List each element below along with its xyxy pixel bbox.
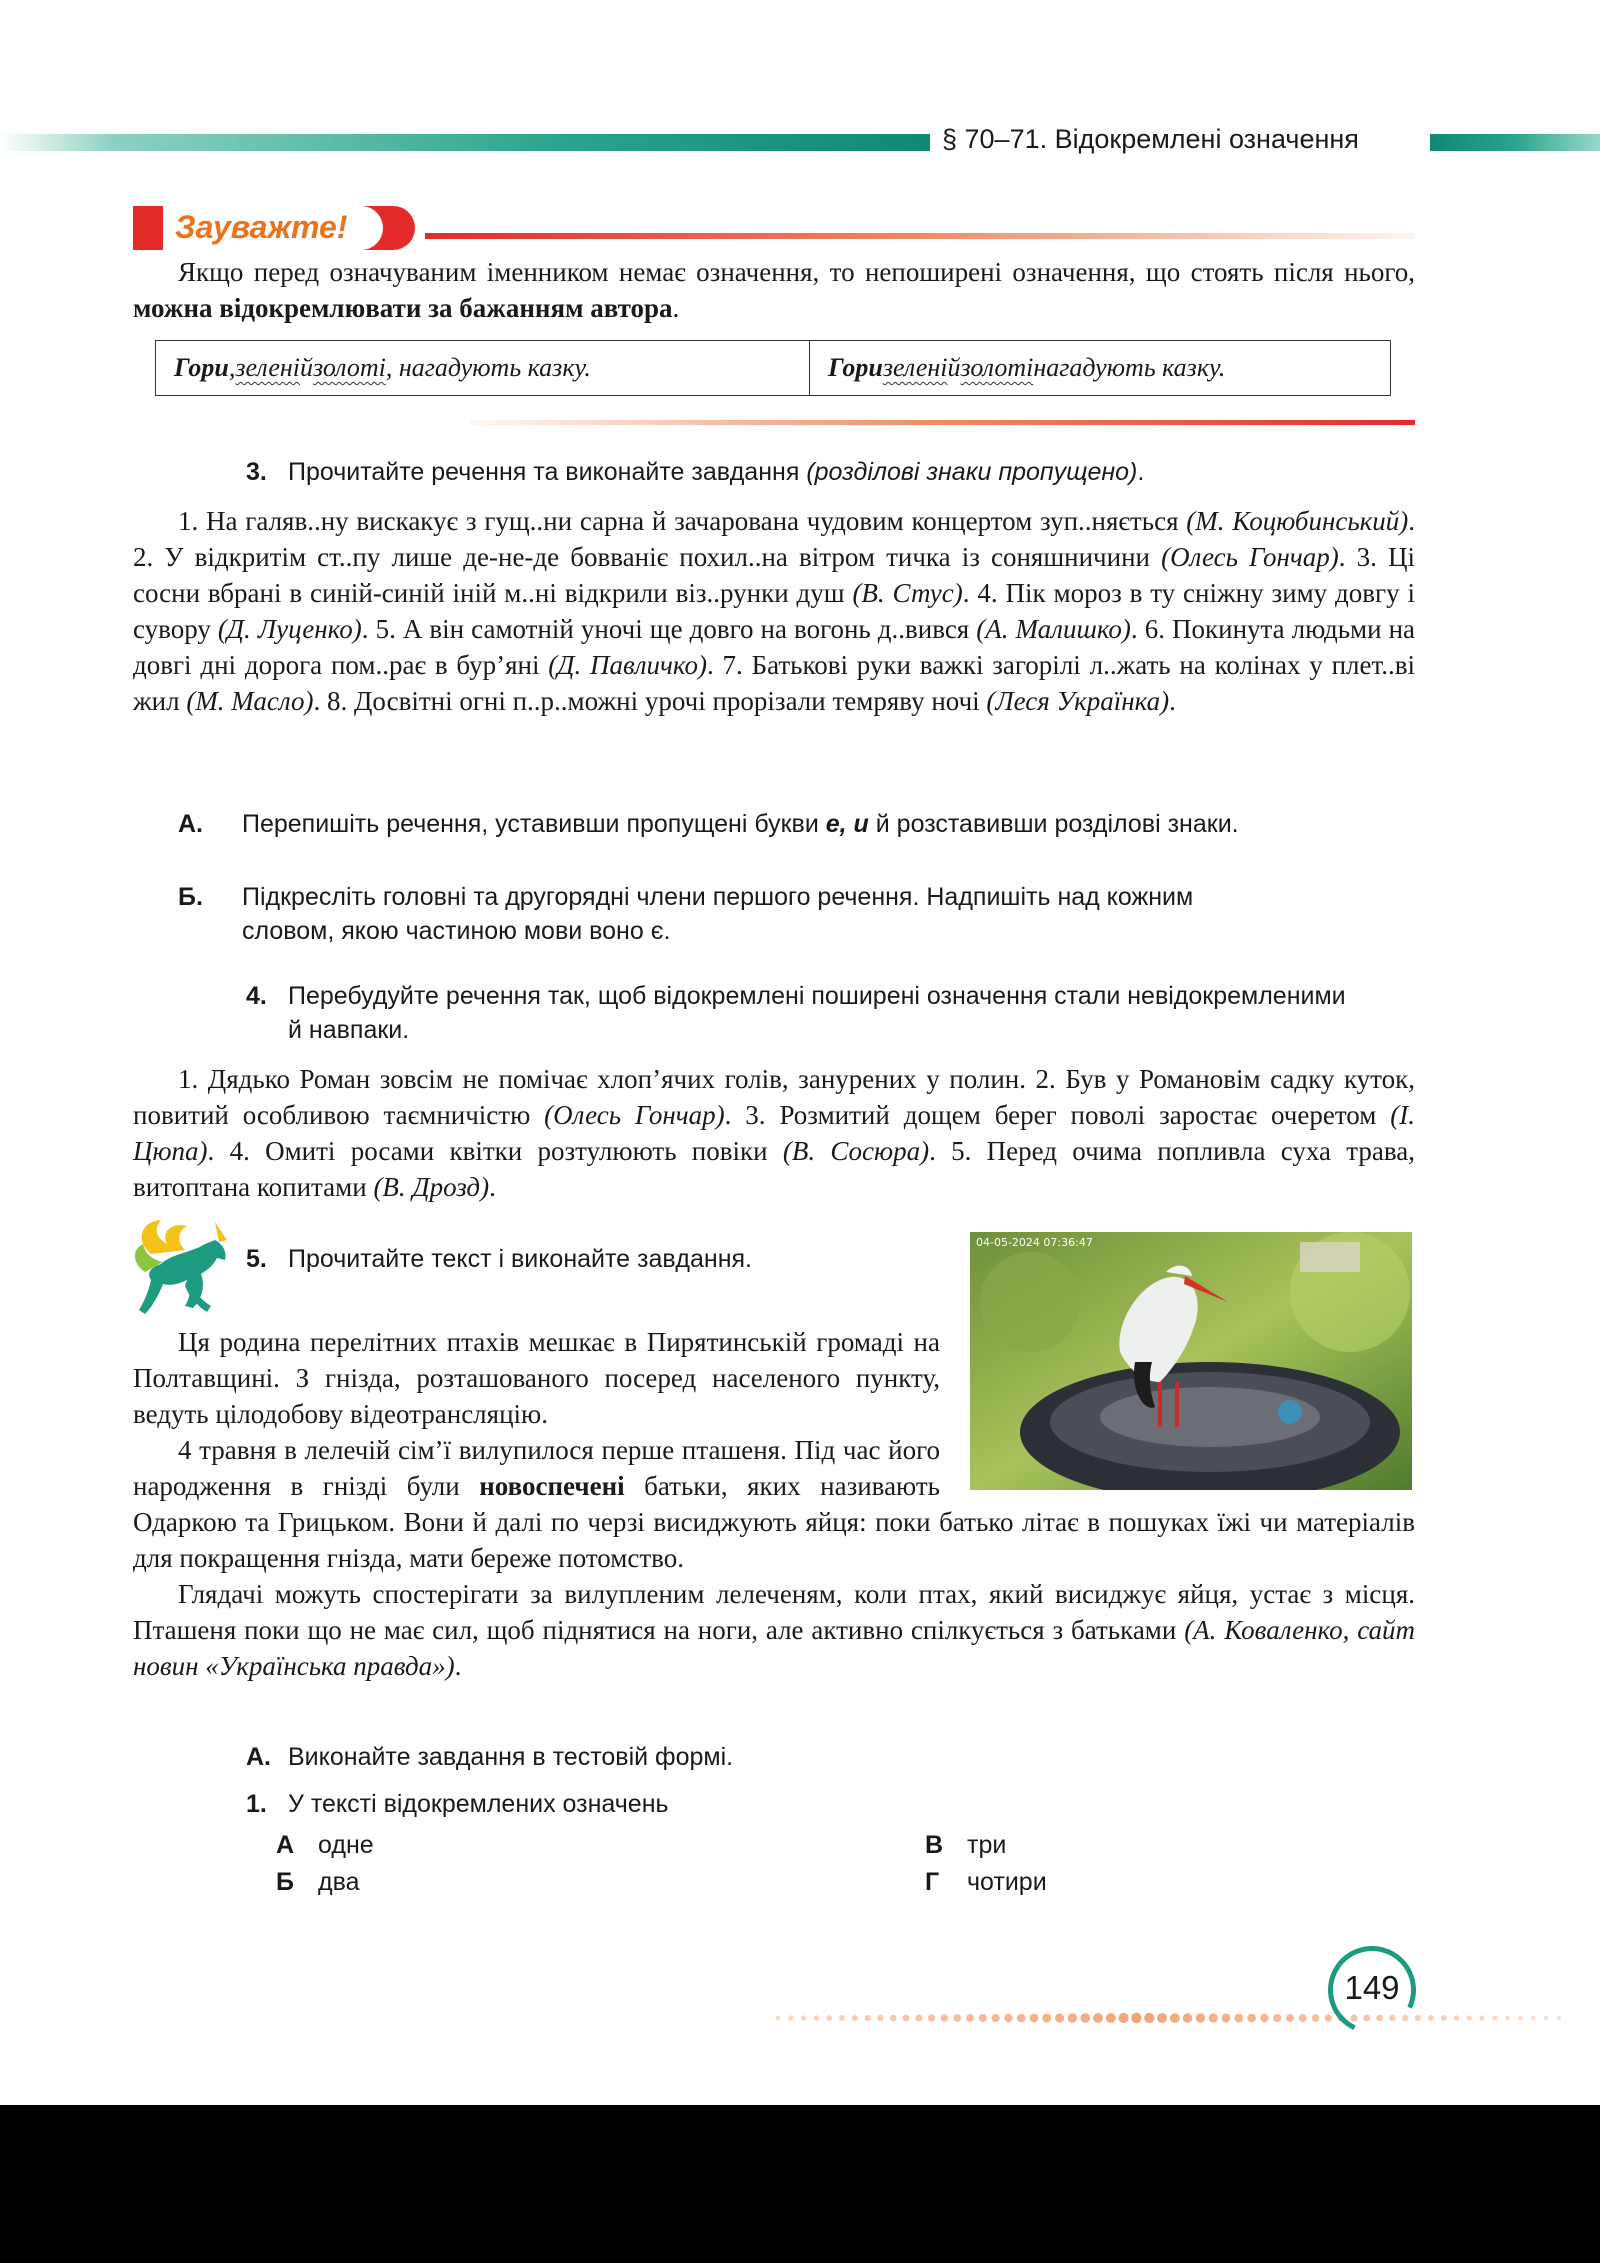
footer-dot <box>776 2016 781 2021</box>
footer-dot <box>864 2015 870 2021</box>
footer-dot <box>1093 2013 1103 2023</box>
footer-dot <box>1467 2015 1472 2020</box>
task-3-text <box>133 503 1415 719</box>
task-4-text <box>133 1061 1415 1205</box>
task-3-b: Б. Підкресліть головні та другорядні члени першого речення. Надпишіть над кожним словом, якою частиною мови воно є. <box>178 883 1194 945</box>
footer-dot <box>1260 2014 1268 2022</box>
task-5-text <box>133 1324 1415 1684</box>
sentence-text: . 4. Омиті росами квітки розтулюють повіки <box>207 1136 783 1166</box>
citation: (М. Коцюбинський) <box>1186 506 1409 536</box>
option-a: А одне <box>276 1831 374 1859</box>
example-cell-2: Гори зелені й золоті нагадують казку. <box>809 341 1390 395</box>
footer-dot <box>1325 2014 1333 2022</box>
citation: (В. Стус) <box>852 578 963 608</box>
photo-timestamp: 04-05-2024 07:36:47 <box>976 1236 1093 1249</box>
section-title: § 70–71. Відокремлені означення <box>942 124 1359 154</box>
footer-dot <box>826 2015 832 2021</box>
sentence-text: 1. На галяв..ну вискакує з гущ..ни сарна й зачарована чудовим концертом зуп..няється <box>178 506 1187 536</box>
citation: (Олесь Гончар) <box>544 1100 725 1130</box>
sentence-text: . 8. Досвітні огні п..р..можні урочі прорізали темряву ночі <box>313 686 987 716</box>
sentence-text: . 7. Батькові руки важкі загорілі л..жать на колінах у плет..ві жил <box>133 650 1415 716</box>
option-b: Б два <box>276 1868 360 1896</box>
footer-dot <box>1441 2015 1447 2021</box>
option-g: Г чотири <box>925 1868 1047 1896</box>
task-5-a: А. Виконайте завдання в тестовій формі. <box>246 1743 734 1771</box>
footer-dot <box>979 2014 987 2022</box>
footer-dot <box>1030 2014 1039 2023</box>
footer-dot <box>991 2014 999 2022</box>
footer-dot <box>1183 2013 1193 2023</box>
example-table <box>155 340 1391 396</box>
task-5-paragraph-3: Глядачі можуть спостерігати за вилупленим лелеченям, коли птах, який висиджує яйця, устає з місця. Пташеня поки що не має сил, щоб піднятися на ноги, але активно спілкується з батьками (А. Коваленко, сайт новин «Українська правда»). <box>133 1579 1415 1681</box>
note-text: Якщо перед означуваним іменником немає означення, то непоширені означення, що стоять після нього, можна відокремлювати за бажанням автора. <box>133 257 1415 323</box>
footer-dot <box>1004 2014 1012 2022</box>
example-cell-1: Гори , зелені й золоті , нагадують казку. <box>174 353 591 382</box>
header-bar-left <box>0 134 930 151</box>
footer-dot <box>1042 2013 1051 2022</box>
footer-dot <box>1247 2014 1256 2023</box>
citation: (В. Сосюра) <box>782 1136 930 1166</box>
sentence-text: . <box>1169 686 1176 716</box>
header-bar-right <box>1430 134 1600 151</box>
footer-dot <box>1454 2015 1460 2021</box>
footer-dot <box>1273 2014 1281 2022</box>
option-v: В три <box>925 1831 1007 1859</box>
sentence-text: . 2. У відкритім ст..пу лише де-не-де бовваніє похил..на вітром тичка із соняшничини <box>133 506 1415 572</box>
citation: (А. Малишко) <box>976 614 1131 644</box>
footer-dot <box>928 2014 935 2021</box>
footer-dot <box>814 2015 820 2021</box>
footer-dot <box>1196 2013 1205 2022</box>
footer-dot <box>1415 2015 1421 2021</box>
footer-dot <box>953 2014 961 2022</box>
footer-dot <box>966 2014 974 2022</box>
sentence-text: . 4. Пік мороз в ту сніжну зиму довгу і сувору <box>133 578 1415 644</box>
footer-dot <box>1106 2013 1116 2023</box>
footer-dot <box>1557 2016 1561 2020</box>
footer-dot <box>1209 2013 1218 2022</box>
citation: (М. Масло) <box>186 686 314 716</box>
sentence-text: . 3. Ці сосни вбрані в синій-синій іній м..ні відкрили віз..рунки душ <box>133 542 1416 608</box>
footer-dot <box>1312 2014 1320 2022</box>
citation: (В. Дрозд) <box>373 1172 490 1202</box>
footer-dot <box>1157 2013 1167 2023</box>
footer-dot <box>877 2015 884 2022</box>
footer-dot <box>1479 2015 1484 2020</box>
footer-dot <box>890 2015 897 2022</box>
sentence-text: 1. Дядько Роман зовсім не помічає хлоп’ячих голів, занурених у полин. 2. Був у Романовім садку куток, повитий особливою таємничістю <box>133 1064 1415 1130</box>
footer-dot <box>1119 2013 1129 2023</box>
sentence-text: . 6. Покинута людьми на довгі дні дорога пом..рає в бур’яні <box>133 614 1416 680</box>
note-divider-bottom <box>470 420 1415 425</box>
footer-dot <box>1080 2013 1090 2023</box>
note-divider-top <box>425 233 1415 239</box>
footer-dot <box>1531 2016 1535 2020</box>
footer-dot <box>1544 2016 1548 2020</box>
footer-dot <box>1055 2013 1064 2022</box>
unicorn-icon <box>131 1214 241 1329</box>
footer-dot <box>1518 2016 1523 2021</box>
footer-dot <box>801 2015 806 2020</box>
footer-dot <box>839 2015 845 2021</box>
footer-dot <box>1492 2016 1497 2021</box>
footer-dot <box>1505 2016 1510 2021</box>
citation: (І. Цюпа) <box>133 1100 1415 1166</box>
footer-dot <box>1234 2014 1243 2023</box>
footer-dot <box>1131 2013 1141 2023</box>
task-5-paragraph-2: 4 травня в лелечій сім’ї вилупилося перше пташеня. Під час його народження в гнізді були новоспечені батьки, яких називають Одаркою та Грицьком. Вони й далі по черзі висиджують яйця: поки батько літає в пошуках їжі чи матеріалів для покращення гнізда, мати береже потомство. <box>133 1435 1415 1573</box>
footer-dot <box>852 2015 858 2021</box>
sentence-text: . 3. Розмитий дощем берег поволі заростає очеретом <box>724 1100 1391 1130</box>
footer-dot <box>1017 2014 1026 2023</box>
bottom-black-band <box>0 2105 1600 2263</box>
sentence-text: . 5. Перед очима попливла суха трава, витоптана копитами <box>133 1136 1415 1202</box>
footer-dot <box>788 2015 793 2020</box>
task-3-sentences <box>133 503 1415 719</box>
citation: (Д. Луценко) <box>217 614 362 644</box>
task-3-a: А. Перепишіть речення, уставивши пропущені букви е, и й розставивши розділові знаки. <box>178 810 1239 838</box>
task-4-sentences <box>133 1061 1415 1205</box>
footer-dot <box>1170 2013 1180 2023</box>
footer-dots <box>770 2008 1570 2028</box>
sentence-text: . <box>489 1172 496 1202</box>
citation: (Д. Павличко) <box>548 650 707 680</box>
note-tag <box>133 206 415 250</box>
footer-dot <box>941 2014 949 2022</box>
footer-dot <box>1144 2013 1154 2023</box>
task-3-instruction: 3. Прочитайте речення та виконайте завдання (розділові знаки пропущено). <box>246 458 1145 486</box>
sentence-text: . 5. А він самотній уночі ще довго на вогонь д..вився <box>361 614 977 644</box>
note-label: Зауважте! <box>175 209 348 245</box>
footer-dot <box>1068 2013 1077 2022</box>
citation: (Олесь Гончар) <box>1161 542 1339 572</box>
task-5-question: 1. У тексті відокремлених означень <box>246 1790 669 1818</box>
footer-dot <box>1286 2014 1294 2022</box>
footer-dot <box>1299 2014 1307 2022</box>
page-number: 149 <box>1344 1969 1400 2006</box>
task-5-paragraph-1: Ця родина перелітних птахів мешкає в Пирятинській громаді на Полтавщині. З гнізда, розташованого посеред населеного пункту, ведуть цілодобову відеотрансляцію. <box>133 1327 940 1429</box>
footer-dot <box>915 2014 922 2021</box>
footer-dot <box>903 2015 910 2022</box>
task-4-instruction: 4. Перебудуйте речення так, щоб відокремлені поширені означення стали невідокремленими й навпаки. <box>246 982 1346 1044</box>
footer-dot <box>1221 2013 1230 2022</box>
task-5-instruction: 5. Прочитайте текст і виконайте завдання. <box>246 1245 752 1273</box>
citation: (Леся Українка) <box>986 686 1170 716</box>
footer-dot <box>1428 2015 1434 2021</box>
